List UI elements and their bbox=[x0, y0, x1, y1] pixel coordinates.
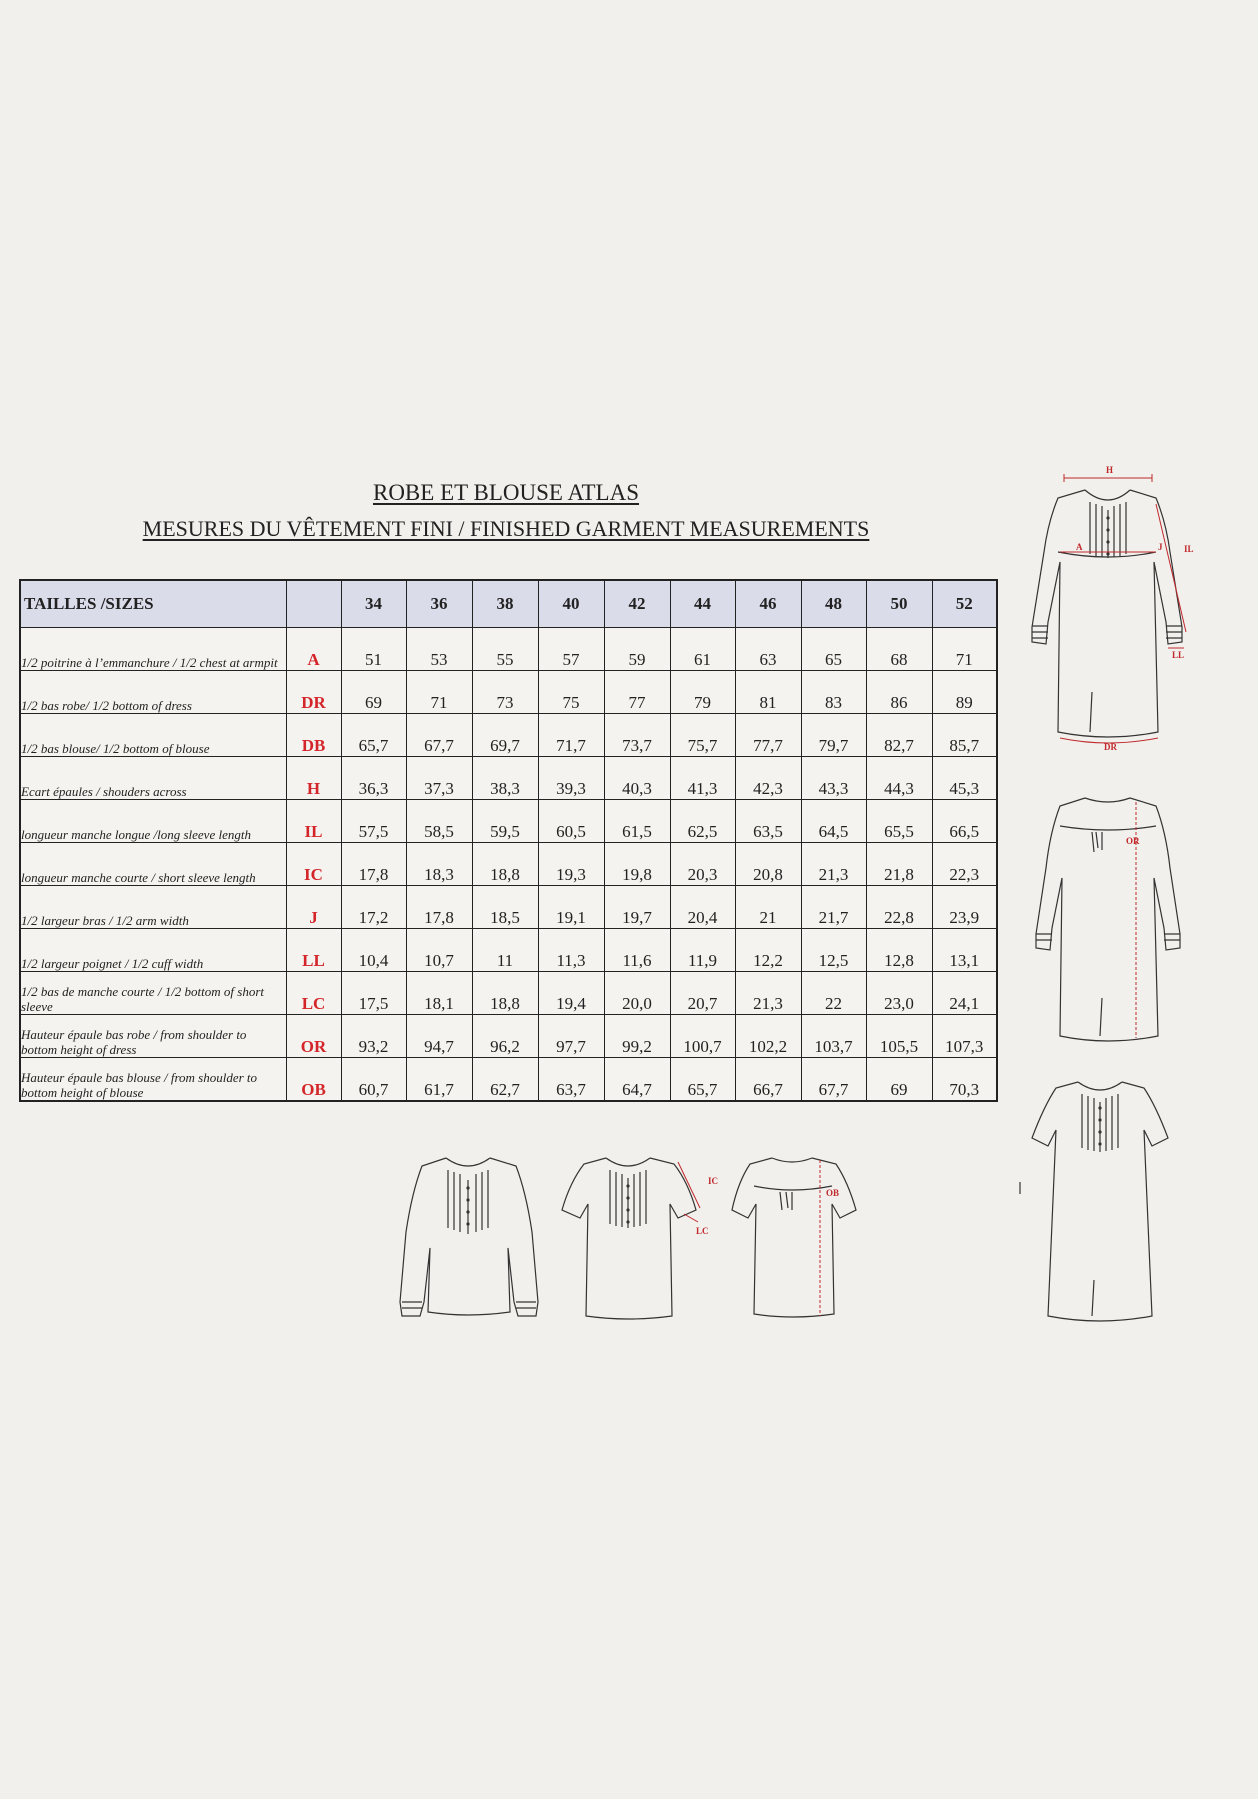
size-header-cell: 34 bbox=[341, 580, 406, 628]
measurement-value: 61,7 bbox=[406, 1058, 472, 1102]
measurement-value: 75 bbox=[538, 671, 604, 714]
measurement-value: 40,3 bbox=[604, 757, 670, 800]
measurement-value: 83 bbox=[801, 671, 866, 714]
measurement-description: 1/2 bas de manche courte / 1/2 bottom of short sleeve bbox=[20, 972, 286, 1015]
measurement-value: 66,5 bbox=[932, 800, 997, 843]
measurement-value: 12,8 bbox=[866, 929, 932, 972]
page-subtitle: MESURES DU VÊTEMENT FINI / FINISHED GARMENT MEASUREMENTS bbox=[142, 516, 870, 541]
measurement-value: 77 bbox=[604, 671, 670, 714]
measurement-value: 36,3 bbox=[341, 757, 406, 800]
titles bbox=[100, 478, 912, 544]
dress-short-sleeve-drawing bbox=[1018, 1076, 1218, 1326]
measurement-value: 19,1 bbox=[538, 886, 604, 929]
measurement-value: 71,7 bbox=[538, 714, 604, 757]
measurement-value: 20,8 bbox=[735, 843, 801, 886]
measurement-code: LC bbox=[286, 972, 341, 1015]
table-row bbox=[20, 671, 997, 714]
blouse-back-drawing bbox=[730, 1152, 870, 1324]
label-j: J bbox=[1158, 542, 1163, 552]
measurement-value: 73,7 bbox=[604, 714, 670, 757]
measurement-value: 55 bbox=[472, 628, 538, 671]
measurement-value: 102,2 bbox=[735, 1015, 801, 1058]
table-row bbox=[20, 843, 997, 886]
measurement-value: 105,5 bbox=[866, 1015, 932, 1058]
measurement-value: 69 bbox=[866, 1058, 932, 1102]
size-table bbox=[19, 579, 998, 1102]
measurement-value: 65,7 bbox=[670, 1058, 735, 1102]
measurement-value: 75,7 bbox=[670, 714, 735, 757]
measurement-value: 63 bbox=[735, 628, 801, 671]
measurement-value: 53 bbox=[406, 628, 472, 671]
measurement-value: 61 bbox=[670, 628, 735, 671]
size-header-cell: 50 bbox=[866, 580, 932, 628]
measurement-value: 10,7 bbox=[406, 929, 472, 972]
measurement-code: LL bbox=[286, 929, 341, 972]
size-header-cell: 38 bbox=[472, 580, 538, 628]
size-header-cell: 36 bbox=[406, 580, 472, 628]
measurement-value: 39,3 bbox=[538, 757, 604, 800]
measurement-value: 82,7 bbox=[866, 714, 932, 757]
measurement-value: 11,6 bbox=[604, 929, 670, 972]
dress-back-drawing bbox=[1030, 788, 1210, 1058]
measurement-value: 62,5 bbox=[670, 800, 735, 843]
measurement-value: 11,3 bbox=[538, 929, 604, 972]
measurement-value: 69,7 bbox=[472, 714, 538, 757]
measurement-value: 71 bbox=[406, 671, 472, 714]
label-il: IL bbox=[1184, 544, 1194, 554]
measurement-value: 59 bbox=[604, 628, 670, 671]
table-row bbox=[20, 972, 997, 1015]
measurement-value: 68 bbox=[866, 628, 932, 671]
measurement-value: 61,5 bbox=[604, 800, 670, 843]
measurement-value: 63,7 bbox=[538, 1058, 604, 1102]
measurement-value: 58,5 bbox=[406, 800, 472, 843]
measurement-value: 103,7 bbox=[801, 1015, 866, 1058]
measurement-value: 11,9 bbox=[670, 929, 735, 972]
measurement-value: 51 bbox=[341, 628, 406, 671]
measurement-value: 99,2 bbox=[604, 1015, 670, 1058]
measurement-value: 65 bbox=[801, 628, 866, 671]
measurement-value: 20,0 bbox=[604, 972, 670, 1015]
measurement-value: 97,7 bbox=[538, 1015, 604, 1058]
measurement-value: 20,4 bbox=[670, 886, 735, 929]
measurement-value: 24,1 bbox=[932, 972, 997, 1015]
measurement-value: 73 bbox=[472, 671, 538, 714]
measurement-value: 21,3 bbox=[735, 972, 801, 1015]
measurement-code: OB bbox=[286, 1058, 341, 1102]
measurement-value: 59,5 bbox=[472, 800, 538, 843]
page-title: ROBE ET BLOUSE ATLAS bbox=[372, 480, 640, 505]
measurement-value: 67,7 bbox=[406, 714, 472, 757]
header-code-cell bbox=[286, 580, 341, 628]
label-h: H bbox=[1106, 465, 1114, 475]
measurement-description: 1/2 largeur poignet / 1/2 cuff width bbox=[20, 929, 286, 972]
measurement-value: 67,7 bbox=[801, 1058, 866, 1102]
measurement-value: 21,7 bbox=[801, 886, 866, 929]
measurement-value: 17,8 bbox=[406, 886, 472, 929]
measurement-value: 65,7 bbox=[341, 714, 406, 757]
measurement-value: 19,8 bbox=[604, 843, 670, 886]
label-ll: LL bbox=[1172, 650, 1185, 660]
measurement-value: 17,5 bbox=[341, 972, 406, 1015]
table-row bbox=[20, 1015, 997, 1058]
measurement-value: 20,7 bbox=[670, 972, 735, 1015]
measurement-code: A bbox=[286, 628, 341, 671]
measurement-value: 21 bbox=[735, 886, 801, 929]
measurement-value: 18,8 bbox=[472, 843, 538, 886]
measurement-value: 62,7 bbox=[472, 1058, 538, 1102]
measurement-value: 44,3 bbox=[866, 757, 932, 800]
table-row bbox=[20, 800, 997, 843]
measurement-value: 70,3 bbox=[932, 1058, 997, 1102]
measurement-value: 22,8 bbox=[866, 886, 932, 929]
size-header-cell: 40 bbox=[538, 580, 604, 628]
table-row bbox=[20, 929, 997, 972]
label-dr: DR bbox=[1104, 742, 1117, 752]
measurement-value: 19,3 bbox=[538, 843, 604, 886]
measurement-value: 94,7 bbox=[406, 1015, 472, 1058]
measurement-description: 1/2 largeur bras / 1/2 arm width bbox=[20, 886, 286, 929]
measurement-value: 86 bbox=[866, 671, 932, 714]
measurement-value: 20,3 bbox=[670, 843, 735, 886]
measurement-value: 96,2 bbox=[472, 1015, 538, 1058]
measurement-value: 13,1 bbox=[932, 929, 997, 972]
measurement-value: 21,8 bbox=[866, 843, 932, 886]
measurement-value: 64,7 bbox=[604, 1058, 670, 1102]
size-header-cell: 46 bbox=[735, 580, 801, 628]
measurement-description: longueur manche longue /long sleeve length bbox=[20, 800, 286, 843]
size-header-cell: 42 bbox=[604, 580, 670, 628]
header-label: TAILLES /SIZES bbox=[20, 580, 286, 628]
measurement-value: 18,1 bbox=[406, 972, 472, 1015]
measurement-code: DB bbox=[286, 714, 341, 757]
measurement-value: 60,7 bbox=[341, 1058, 406, 1102]
measurement-value: 71 bbox=[932, 628, 997, 671]
measurement-value: 57,5 bbox=[341, 800, 406, 843]
measurement-value: 11 bbox=[472, 929, 538, 972]
measurement-value: 12,5 bbox=[801, 929, 866, 972]
measurement-description: Hauteur épaule bas blouse / from shoulder to bottom height of blouse bbox=[20, 1058, 286, 1102]
label-ob: OB bbox=[826, 1188, 840, 1198]
table-header-row bbox=[20, 580, 997, 628]
blouse-short-sleeve-drawing bbox=[560, 1152, 730, 1324]
table-row bbox=[20, 757, 997, 800]
measurement-value: 77,7 bbox=[735, 714, 801, 757]
table-row bbox=[20, 714, 997, 757]
measurement-description: Ecart épaules / shouders across bbox=[20, 757, 286, 800]
measurement-value: 38,3 bbox=[472, 757, 538, 800]
measurement-description: 1/2 bas robe/ 1/2 bottom of dress bbox=[20, 671, 286, 714]
size-header-cell: 48 bbox=[801, 580, 866, 628]
measurement-code: IL bbox=[286, 800, 341, 843]
measurement-value: 17,8 bbox=[341, 843, 406, 886]
measurement-value: 60,5 bbox=[538, 800, 604, 843]
label-a: A bbox=[1076, 542, 1083, 552]
measurement-code: DR bbox=[286, 671, 341, 714]
measurement-description: 1/2 bas blouse/ 1/2 bottom of blouse bbox=[20, 714, 286, 757]
measurement-code: J bbox=[286, 886, 341, 929]
measurement-value: 89 bbox=[932, 671, 997, 714]
measurement-description: longueur manche courte / short sleeve length bbox=[20, 843, 286, 886]
size-header-cell: 52 bbox=[932, 580, 997, 628]
label-or: OR bbox=[1126, 836, 1140, 846]
dress-front-drawing bbox=[1020, 462, 1230, 752]
measurement-code: H bbox=[286, 757, 341, 800]
label-ic: IC bbox=[708, 1176, 719, 1186]
table-row bbox=[20, 886, 997, 929]
measurement-code: OR bbox=[286, 1015, 341, 1058]
measurement-value: 107,3 bbox=[932, 1015, 997, 1058]
measurement-code: IC bbox=[286, 843, 341, 886]
measurement-value: 45,3 bbox=[932, 757, 997, 800]
measurement-value: 57 bbox=[538, 628, 604, 671]
measurement-value: 85,7 bbox=[932, 714, 997, 757]
measurement-value: 18,3 bbox=[406, 843, 472, 886]
measurement-value: 19,7 bbox=[604, 886, 670, 929]
measurement-value: 43,3 bbox=[801, 757, 866, 800]
measurement-value: 10,4 bbox=[341, 929, 406, 972]
measurement-value: 66,7 bbox=[735, 1058, 801, 1102]
measurement-value: 19,4 bbox=[538, 972, 604, 1015]
measurement-description: 1/2 poitrine à l’emmanchure / 1/2 chest at armpit bbox=[20, 628, 286, 671]
measurement-value: 18,5 bbox=[472, 886, 538, 929]
measurement-value: 17,2 bbox=[341, 886, 406, 929]
measurement-value: 63,5 bbox=[735, 800, 801, 843]
measurement-value: 21,3 bbox=[801, 843, 866, 886]
measurement-value: 41,3 bbox=[670, 757, 735, 800]
size-header-cell: 44 bbox=[670, 580, 735, 628]
table-row bbox=[20, 628, 997, 671]
measurement-value: 79,7 bbox=[801, 714, 866, 757]
measurement-value: 42,3 bbox=[735, 757, 801, 800]
measurement-value: 22,3 bbox=[932, 843, 997, 886]
table-row bbox=[20, 1058, 997, 1102]
measurement-value: 12,2 bbox=[735, 929, 801, 972]
blouse-long-sleeve-drawing bbox=[394, 1152, 554, 1324]
measurement-value: 22 bbox=[801, 972, 866, 1015]
measurement-value: 37,3 bbox=[406, 757, 472, 800]
measurement-value: 100,7 bbox=[670, 1015, 735, 1058]
measurement-value: 69 bbox=[341, 671, 406, 714]
measurement-value: 23,9 bbox=[932, 886, 997, 929]
measurement-value: 79 bbox=[670, 671, 735, 714]
measurement-value: 93,2 bbox=[341, 1015, 406, 1058]
measurement-value: 65,5 bbox=[866, 800, 932, 843]
measurement-description: Hauteur épaule bas robe / from shoulder to bottom height of dress bbox=[20, 1015, 286, 1058]
measurement-value: 23,0 bbox=[866, 972, 932, 1015]
label-lc: LC bbox=[696, 1226, 709, 1236]
measurement-value: 81 bbox=[735, 671, 801, 714]
measurement-value: 64,5 bbox=[801, 800, 866, 843]
measurement-value: 18,8 bbox=[472, 972, 538, 1015]
